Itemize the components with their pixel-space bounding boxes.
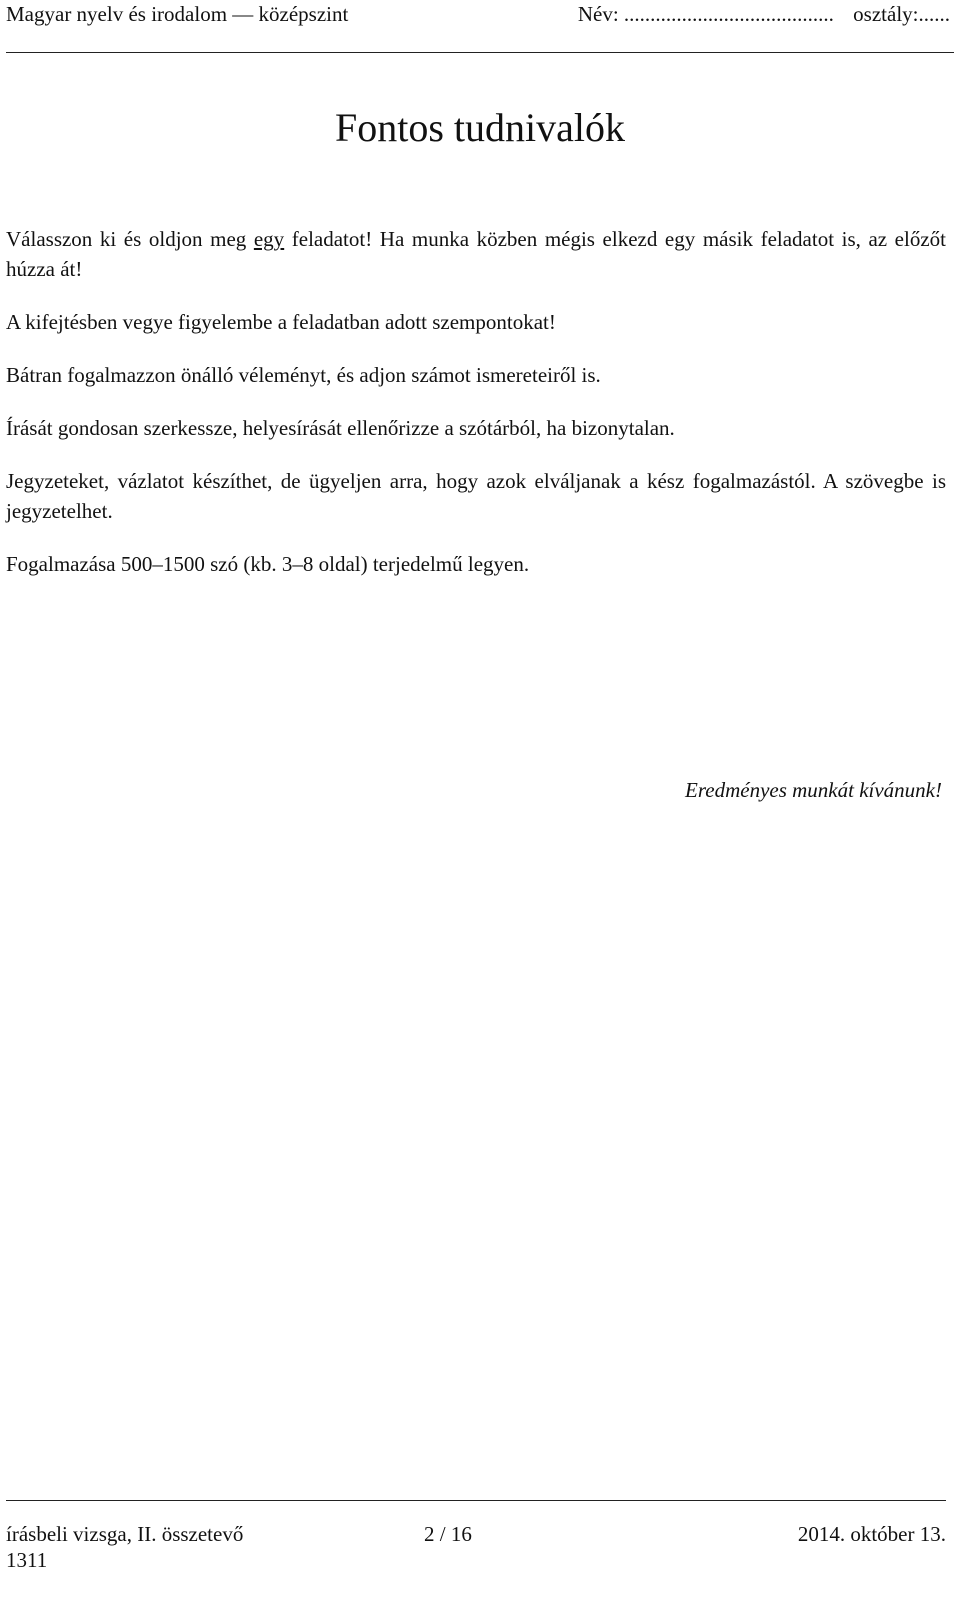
- class-field: osztály:......: [853, 2, 950, 26]
- instruction-notes: Jegyzeteket, vázlatot készíthet, de ügyeljen arra, hogy azok elváljanak a kész fogalmazástól. A szövegbe is jegyzetelhet.: [6, 469, 946, 523]
- underlined-word-egy: egy: [253, 227, 285, 251]
- header-fields: [564, 2, 950, 27]
- instructions-block: [6, 224, 946, 579]
- footer-page-number: 2 / 16: [424, 1522, 472, 1546]
- instruction-choose-task: [6, 224, 946, 284]
- instruction-opinion: Bátran fogalmazzon önálló véleményt, és adjon számot ismereteiről is.: [6, 363, 601, 387]
- closing-wish: Eredményes munkát kívánunk!: [685, 778, 942, 802]
- footer-exam-info: [6, 1521, 243, 1573]
- footer-code: 1311: [6, 1548, 48, 1572]
- page-header: [6, 0, 954, 53]
- header-subject: Magyar nyelv és irodalom — középszint: [6, 2, 349, 26]
- instruction-choose-task-end: feladatot! Ha munka közben mégis elkezd egy másik feladatot is, az előzőt húzza át!: [6, 227, 946, 281]
- page-title: Fontos tudnivalók: [334, 105, 626, 150]
- instruction-criteria: A kifejtésben vegye figyelembe a feladatban adott szempontokat!: [6, 310, 556, 334]
- instruction-length: Fogalmazása 500–1500 szó (kb. 3–8 oldal) terjedelmű legyen.: [6, 552, 530, 576]
- instruction-choose-task-start: Válasszon ki és oldjon meg: [6, 227, 254, 251]
- page-footer: [6, 1500, 946, 1598]
- footer-date: 2014. október 13.: [797, 1522, 946, 1546]
- name-field: Név: ........................................: [577, 2, 834, 26]
- instruction-spelling: Írását gondosan szerkessze, helyesírását ellenőrizze a szótárból, ha bizonytalan.: [6, 416, 675, 440]
- footer-exam-part: írásbeli vizsga, II. összetevő: [6, 1522, 244, 1546]
